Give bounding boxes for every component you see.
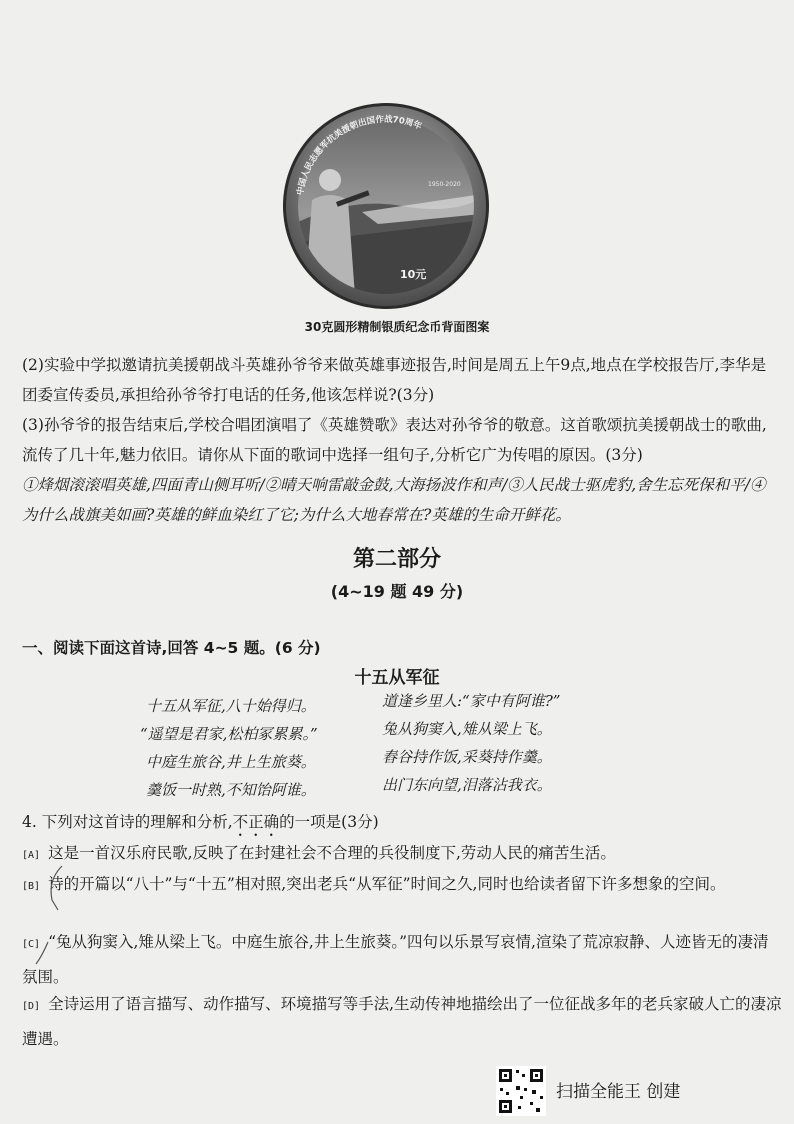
poem-line: 羹饭一时熟,不知饴阿谁。 <box>146 781 316 799</box>
option-d <box>22 988 782 1055</box>
coin-years: 1950-2020 <box>428 181 461 188</box>
stem-text: 4. 下列对这首诗的理解和分析, <box>22 813 233 831</box>
poem-title: 十五从军征 <box>354 668 440 688</box>
option-tag: [A] <box>22 850 41 861</box>
watermark-text: 扫描全能王 创建 <box>556 1082 681 1102</box>
question-4-stem <box>22 807 778 840</box>
poem-line: 道逢乡里人:“家中有阿谁?” <box>382 692 561 710</box>
poem-line: 十五从军征,八十始得归。 <box>146 697 316 715</box>
song-lyrics: ①烽烟滚滚唱英雄,四面青山侧耳听/②晴天响雷敲金鼓,大海扬波作和声/③人民战士驱虎豹,舍生忘死保和平/④为什么战旗美如画?英雄的鲜血染红了它;为什么大地春常在?英雄的生命开鲜花。 <box>22 476 766 524</box>
qr-code-icon <box>496 1066 546 1120</box>
option-a <box>22 837 782 872</box>
option-b <box>22 868 782 903</box>
poem-line: 兔从狗窦入,雉从梁上飞。 <box>382 720 552 738</box>
poem-line: 中庭生旅谷,井上生旅葵。 <box>146 753 316 771</box>
question-2: (2)实验中学拟邀请抗美援朝战斗英雄孙爷爷来做英雄事迹报告,时间是周五上午9点,地点在学校报告厅,李华是团委宣传委员,承担给孙爷爷打电话的任务,他该怎样说?(3分) <box>22 356 767 404</box>
stem-text: 的一项是(3分) <box>279 813 379 831</box>
part-title: 第二部分 <box>352 547 441 572</box>
option-tag: [B] <box>22 881 41 892</box>
poem-line: 出门东向望,泪落沾我衣。 <box>382 776 552 794</box>
commemorative-coin-image <box>282 102 490 310</box>
coin-rim-text: 中国人民志愿军抗美援朝出国作战70周年 <box>295 114 423 196</box>
part-subtitle: (4~19 题 49 分) <box>330 582 464 601</box>
pencil-mark-icon <box>18 860 78 970</box>
poem-line: “遥望是君家,松柏冢累累。” <box>140 725 318 743</box>
option-text: 这是一首汉乐府民歌,反映了在封建社会不合理的兵役制度下,劳动人民的痛苦生活。 <box>48 844 616 862</box>
option-text: “兔从狗窦入,雉从梁上飞。中庭生旅谷,井上生旅葵。”四句以乐景写哀情,渲染了荒凉寂静、人迹皆无的凄清氛围。 <box>22 933 769 986</box>
option-text: 全诗运用了语言描写、动作描写、环境描写等手法,生动传神地描绘出了一位征战多年的老兵家破人亡的凄凉遭遇。 <box>22 995 782 1048</box>
question-3: (3)孙爷爷的报告结束后,学校合唱团演唱了《英雄赞歌》表达对孙爷爷的敬意。这首歌颂抗美援朝战士的歌曲,流传了几十年,魅力依旧。请你从下面的歌词中选择一组句子,分析它广为传唱的原因。(3分) <box>22 416 767 464</box>
option-tag: [D] <box>22 1001 41 1012</box>
section-heading: 一、阅读下面这首诗,回答 4~5 题。(6 分) <box>22 639 321 657</box>
stem-emphasis: 不正确 <box>232 813 280 831</box>
option-text: 诗的开篇以“八十”与“十五”相对照,突出老兵“从军征”时间之久,同时也给读者留下许多想象的空间。 <box>48 875 726 893</box>
option-tag: [C] <box>22 939 41 950</box>
coin-caption: 30克圆形精制银质纪念币背面图案 <box>304 320 490 334</box>
poem-line: 舂谷持作饭,采葵持作羹。 <box>382 748 552 766</box>
option-c <box>22 926 782 993</box>
coin-denomination: 10元 <box>400 268 427 281</box>
